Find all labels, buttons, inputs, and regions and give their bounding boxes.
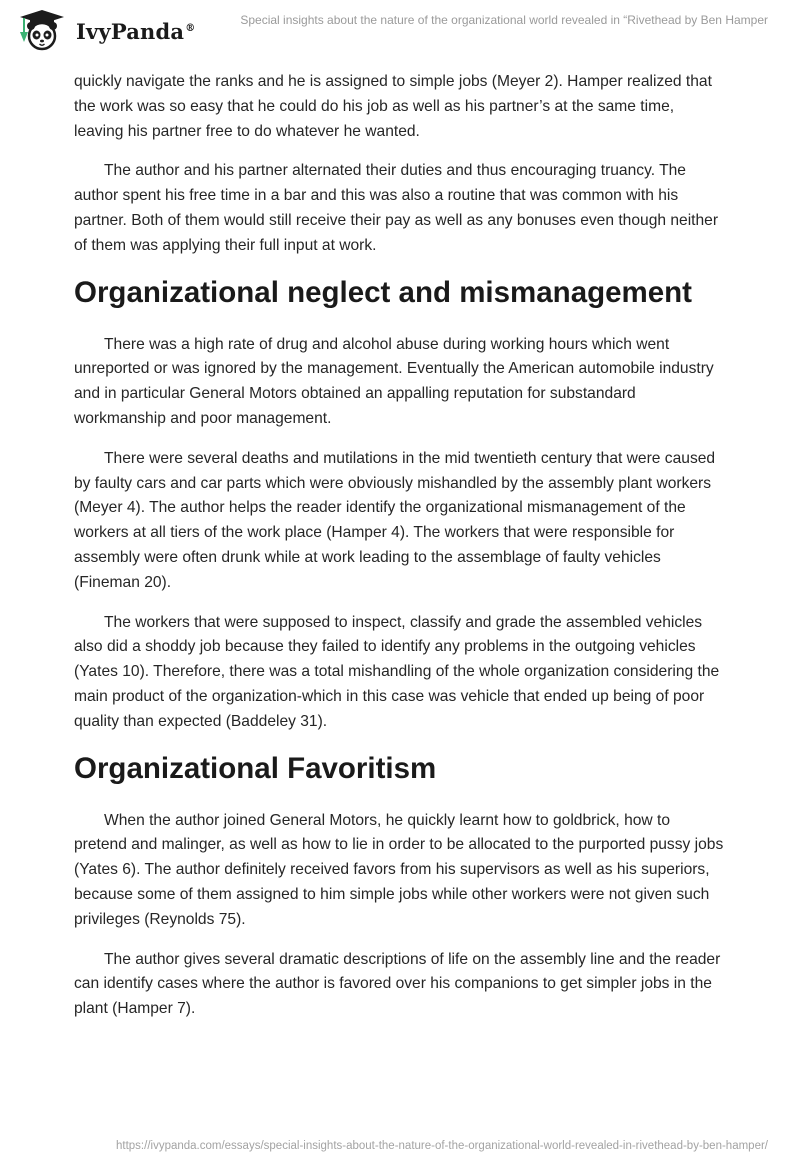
page-header	[0, 0, 800, 60]
paragraph: The author gives several dramatic descriptions of life on the assembly line and the reader can identify cases where the author is favored over his companions to get simpler jobs in the plant (Hamper 7).	[74, 950, 721, 1018]
source-url[interactable]: https://ivypanda.com/essays/special-insights-about-the-nature-of-the-organizational-world-revealed-in-rivethead-by-ben-hamper/	[116, 1140, 768, 1152]
paragraph: There were several deaths and mutilations in the mid twentieth century that were caused by faulty cars and car parts which were obviously mishandled by the assembly plant workers (Meyer 4). The author helps the reader identify the organizational mismanagement of the workers at all tiers of the work place (Hamper 4). The workers that were responsible for assembly were often drunk while at work leading to the assemblage of faulty vehicles (Fineman 20).	[74, 449, 716, 591]
paragraph: When the author joined General Motors, he quickly learnt how to goldbrick, how to pretend and malinger, as well as how to lie in order to be allocated to the purported pussy jobs (Yates 6). The author definitely received favors from his supervisors as well as his superiors, because some of them assigned to him simple jobs while other workers were not given such privileges (Reynolds 75).	[74, 811, 724, 928]
section-heading-neglect: Organizational neglect and mismanagement	[74, 275, 693, 309]
panda-graduate-icon	[14, 8, 70, 52]
brand-name: IvyPanda®	[76, 18, 196, 44]
registered-mark: ®	[185, 22, 196, 34]
paragraph: The author and his partner alternated their duties and thus encouraging truancy. The author spent his free time in a bar and this was also a routine that was common with his partner. Both of them would still receive their pay as well as any bonuses even though neither of them was applying their full input at work.	[74, 162, 719, 254]
ivypanda-logo[interactable]	[14, 8, 195, 52]
paragraph: quickly navigate the ranks and he is assigned to simple jobs (Meyer 2). Hamper realized that the work was so easy that he could do his job as well as his partner’s at the same time, leaving his partner free to do whatever he wanted.	[74, 73, 712, 140]
paragraph: The workers that were supposed to inspect, classify and grade the assembled vehicles also did a shoddy job because they failed to identify any problems in the outgoing vehicles (Yates 10). Therefore, there was a total mishandling of the whole organization considering the main product of the organization-which in this case was vehicle that ended up being of poor quality than expected (Baddeley 31).	[74, 613, 720, 730]
article-body	[74, 70, 724, 1037]
section-heading-favoritism: Organizational Favoritism	[74, 751, 437, 785]
paragraph: There was a high rate of drug and alcohol abuse during working hours which went unreported or was ignored by the management. Eventually the American automobile industry and in particular General Motors obtained an appalling reputation for substandard workmanship and poor management.	[74, 335, 714, 427]
document-title: Special insights about the nature of the organizational world revealed in “Rivethead by Ben Hamper	[240, 13, 768, 27]
